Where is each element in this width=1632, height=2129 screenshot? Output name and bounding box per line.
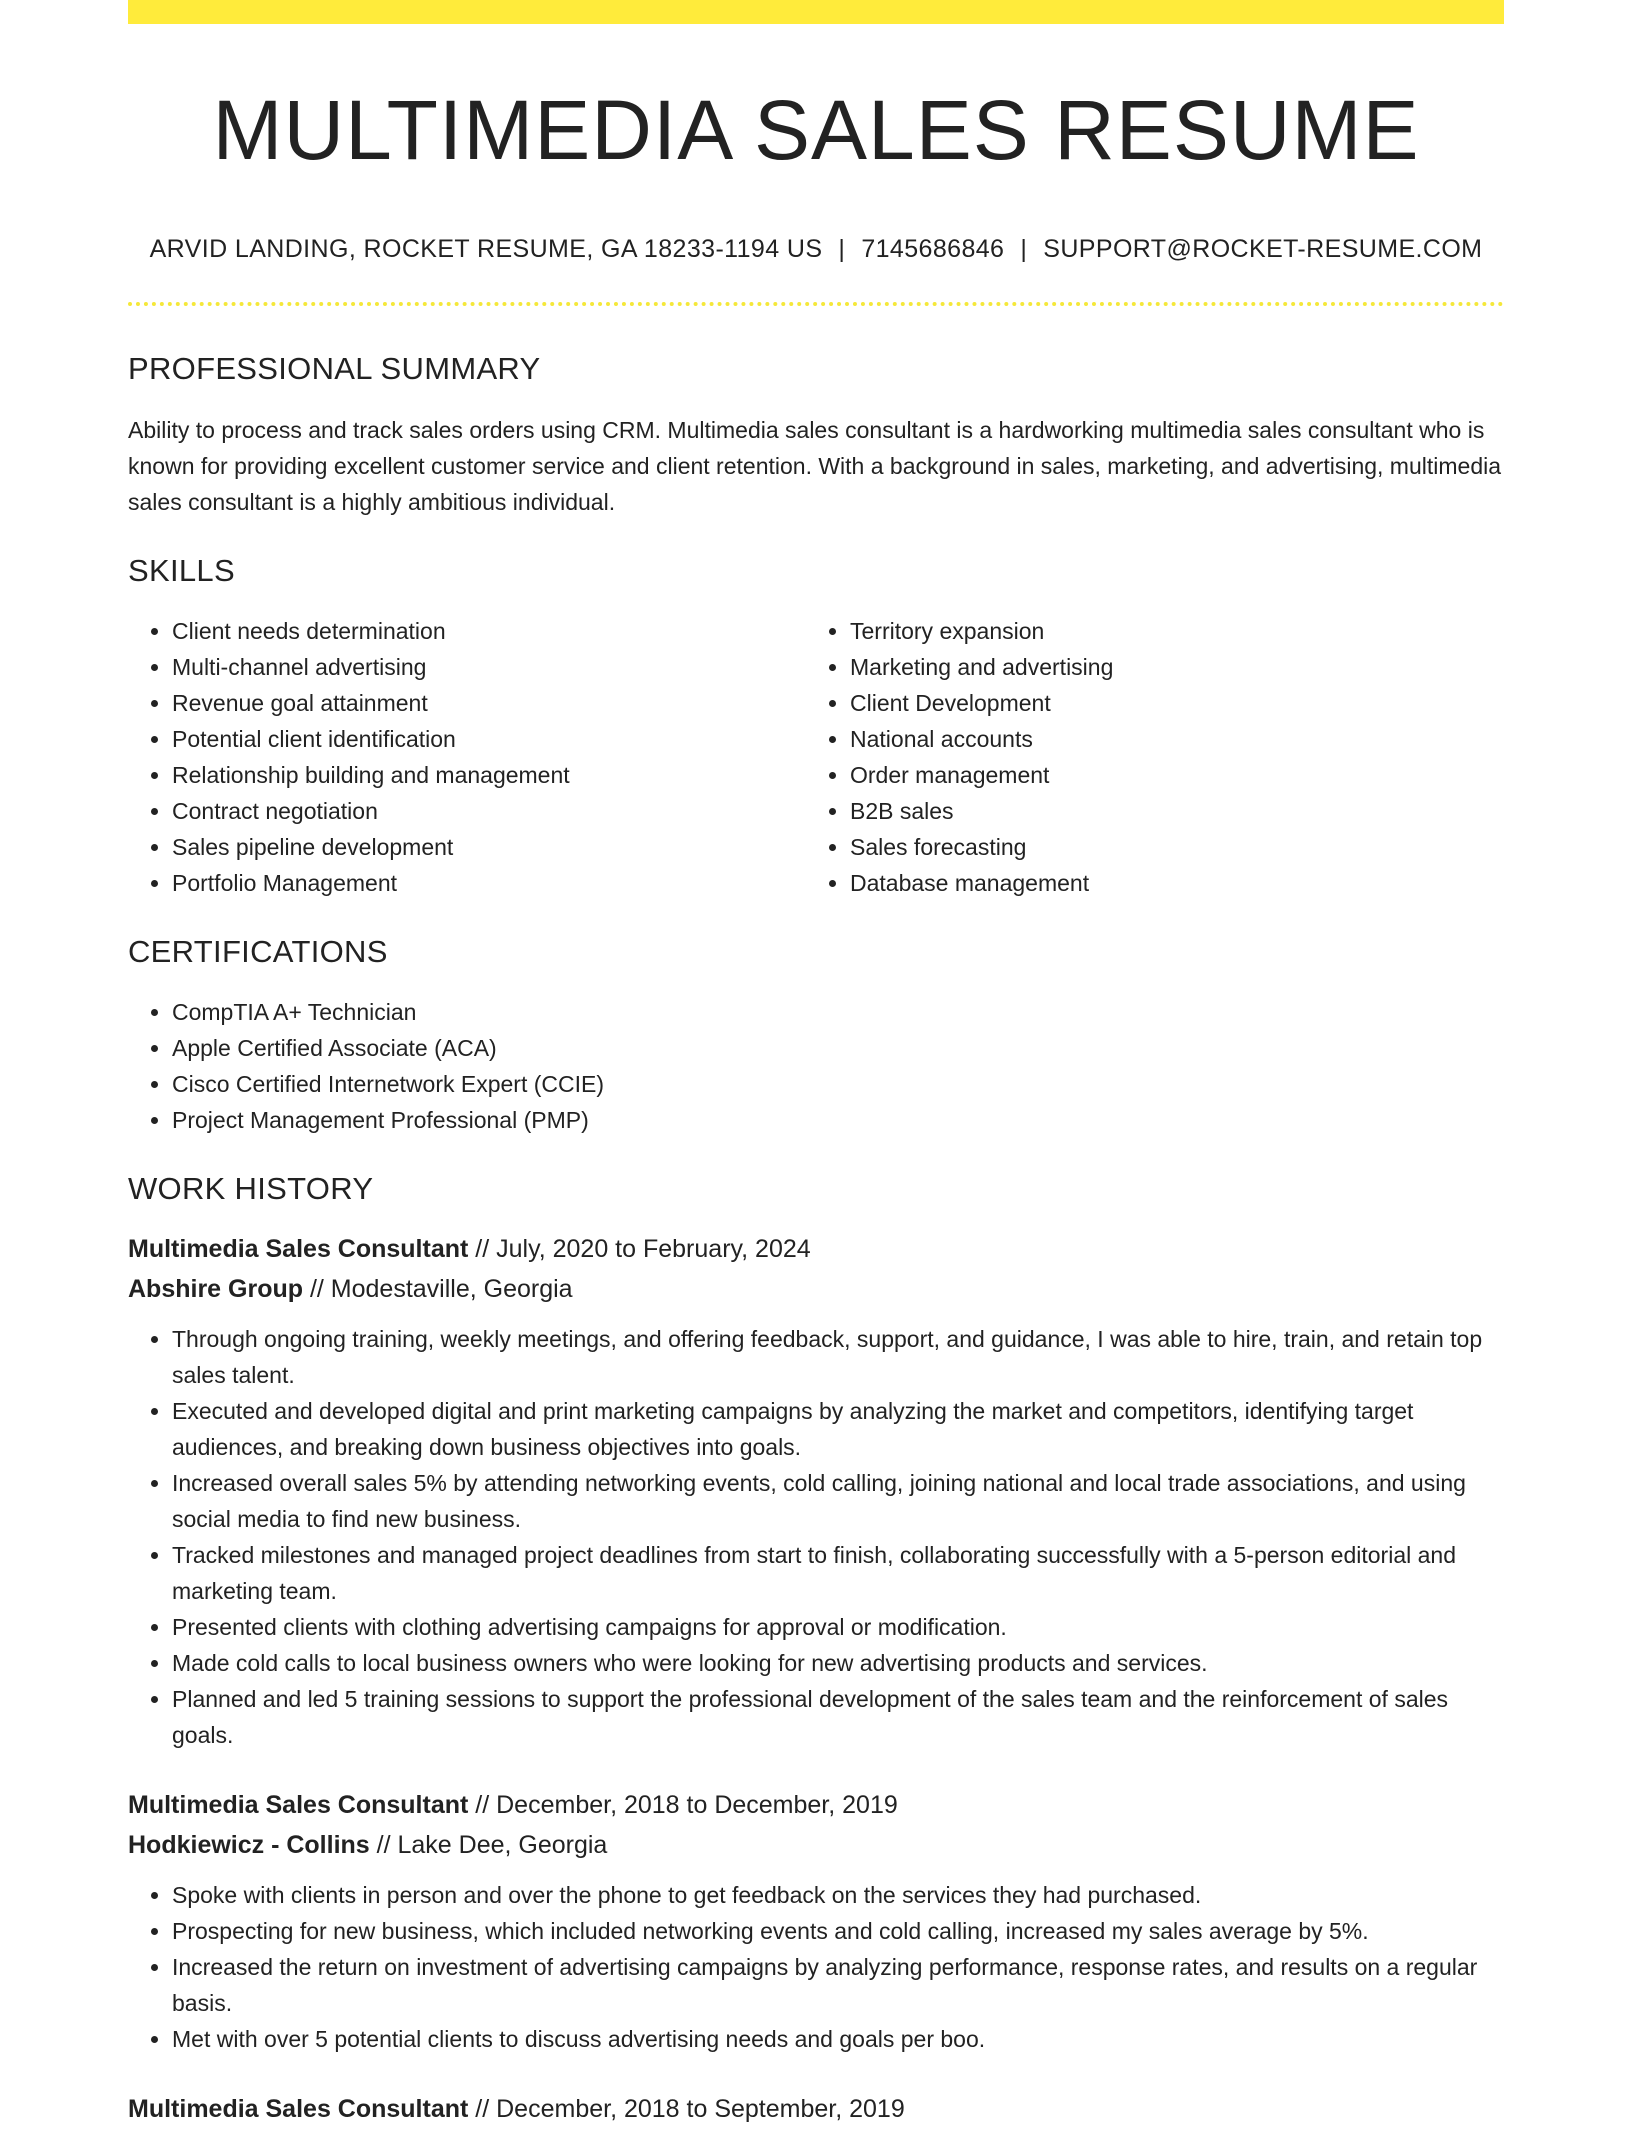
job-bullet: • Through ongoing training, weekly meetings, and offering feedback, support, and guidance, I was able to hire, train, and retain top sales talent. xyxy=(172,1321,1504,1393)
skill-item: • Marketing and advertising xyxy=(850,649,1484,685)
skills-right-list xyxy=(806,613,1484,901)
contact-email: SUPPORT@ROCKET-RESUME.COM xyxy=(1043,235,1483,264)
summary-heading: PROFESSIONAL SUMMARY xyxy=(128,351,541,387)
certifications-heading: CERTIFICATIONS xyxy=(128,933,388,969)
certification-item: • Project Management Professional (PMP) xyxy=(172,1102,1504,1138)
skill-item: • Revenue goal attainment xyxy=(172,685,806,721)
job-role-line xyxy=(128,2089,1504,2129)
contact-separator: | xyxy=(1020,235,1028,264)
resume-page xyxy=(128,0,1504,2129)
skill-item: • Relationship building and management xyxy=(172,757,806,793)
job-company-line xyxy=(128,1825,1504,1865)
skill-item: • Potential client identification xyxy=(172,721,806,757)
job-role: Multimedia Sales Consultant xyxy=(128,2095,469,2124)
job-company: Hodkiewicz - Collins xyxy=(128,1831,370,1860)
skill-item: • Territory expansion xyxy=(850,613,1484,649)
job-bullet: • Planned and led 5 training sessions to support the professional development of the sales team and the reinforcement of sales goals. xyxy=(172,1681,1504,1753)
skill-item: • Database management xyxy=(850,865,1484,901)
job-bullet: • Prospecting for new business, which included networking events and cold calling, increased my sales average by 5%. xyxy=(172,1913,1504,1949)
job-bullet: • Spoke with clients in person and over the phone to get feedback on the services they had purchased. xyxy=(172,1877,1504,1913)
skills-left-list xyxy=(128,613,806,901)
contact-separator: | xyxy=(838,235,846,264)
job-role-line xyxy=(128,1229,1504,1269)
certifications-list xyxy=(128,994,1504,1138)
job-bullet: • Made cold calls to local business owners who were looking for new advertising products and services. xyxy=(172,1645,1504,1681)
job-bullet: • Met with over 5 potential clients to discuss advertising needs and goals per boo. xyxy=(172,2021,1504,2057)
skill-item: • Multi-channel advertising xyxy=(172,649,806,685)
job-company: Abshire Group xyxy=(128,1275,304,1304)
job-role: Multimedia Sales Consultant xyxy=(128,1791,469,1820)
top-accent-bar xyxy=(128,0,1504,24)
skill-item: • B2B sales xyxy=(850,793,1484,829)
job-bullet-list xyxy=(128,1877,1504,2057)
work-history-heading: WORK HISTORY xyxy=(128,1170,374,1206)
job-bullet: • Increased overall sales 5% by attending networking events, cold calling, joining national and local trade associations, and using social media to find new business. xyxy=(172,1465,1504,1537)
job-dates: // December, 2018 to December, 2019 xyxy=(468,1791,898,1820)
job-role: Multimedia Sales Consultant xyxy=(128,1235,469,1264)
skills-heading: SKILLS xyxy=(128,552,235,588)
job-bullet: • Tracked milestones and managed project deadlines from start to finish, collaborating successfully with a 5-person editorial and marketing team. xyxy=(172,1537,1504,1609)
job-dates: // July, 2020 to February, 2024 xyxy=(468,1235,811,1264)
skill-item: • Client needs determination xyxy=(172,613,806,649)
contact-phone: 7145686846 xyxy=(861,235,1005,264)
job-entry xyxy=(128,1229,1504,1753)
skills-columns xyxy=(128,613,1504,901)
certification-item: • CompTIA A+ Technician xyxy=(172,994,1504,1030)
skill-item: • Sales pipeline development xyxy=(172,829,806,865)
skill-item: • Contract negotiation xyxy=(172,793,806,829)
certification-item: • Cisco Certified Internetwork Expert (CCIE) xyxy=(172,1066,1504,1102)
skills-left-column xyxy=(128,613,806,901)
skills-right-column xyxy=(806,613,1484,901)
job-location: // Modestaville, Georgia xyxy=(303,1275,573,1304)
page-title: MULTIMEDIA SALES RESUME xyxy=(212,83,1420,177)
job-bullet-list xyxy=(128,1321,1504,1753)
summary-text: Ability to process and track sales orders using CRM. Multimedia sales consultant is a hardworking multimedia sales consultant who is known for providing excellent customer service and client retention. With a background in sales, marketing, and advertising, multimedia sales consultant is a highly ambitious individual. xyxy=(128,416,1502,515)
skill-item: • Order management xyxy=(850,757,1484,793)
job-role-line xyxy=(128,1785,1504,1825)
skill-item: • National accounts xyxy=(850,721,1484,757)
job-entry xyxy=(128,2089,1504,2129)
job-bullet: • Executed and developed digital and print marketing campaigns by analyzing the market and competitors, identifying target audiences, and breaking down business objectives into goals. xyxy=(172,1393,1504,1465)
job-entry xyxy=(128,1785,1504,2057)
skill-item: • Portfolio Management xyxy=(172,865,806,901)
contact-line xyxy=(128,234,1504,264)
job-bullet: • Increased the return on investment of advertising campaigns by analyzing performance, response rates, and results on a regular basis. xyxy=(172,1949,1504,2021)
job-company-line xyxy=(128,1269,1504,1309)
skill-item: • Client Development xyxy=(850,685,1484,721)
dotted-divider xyxy=(128,302,1504,306)
job-bullet: • Presented clients with clothing advertising campaigns for approval or modification. xyxy=(172,1609,1504,1645)
certification-item: • Apple Certified Associate (ACA) xyxy=(172,1030,1504,1066)
job-location: // Lake Dee, Georgia xyxy=(369,1831,608,1860)
skill-item: • Sales forecasting xyxy=(850,829,1484,865)
job-dates: // December, 2018 to September, 2019 xyxy=(468,2095,905,2124)
contact-address: ARVID LANDING, ROCKET RESUME, GA 18233-1194 US xyxy=(149,235,823,264)
